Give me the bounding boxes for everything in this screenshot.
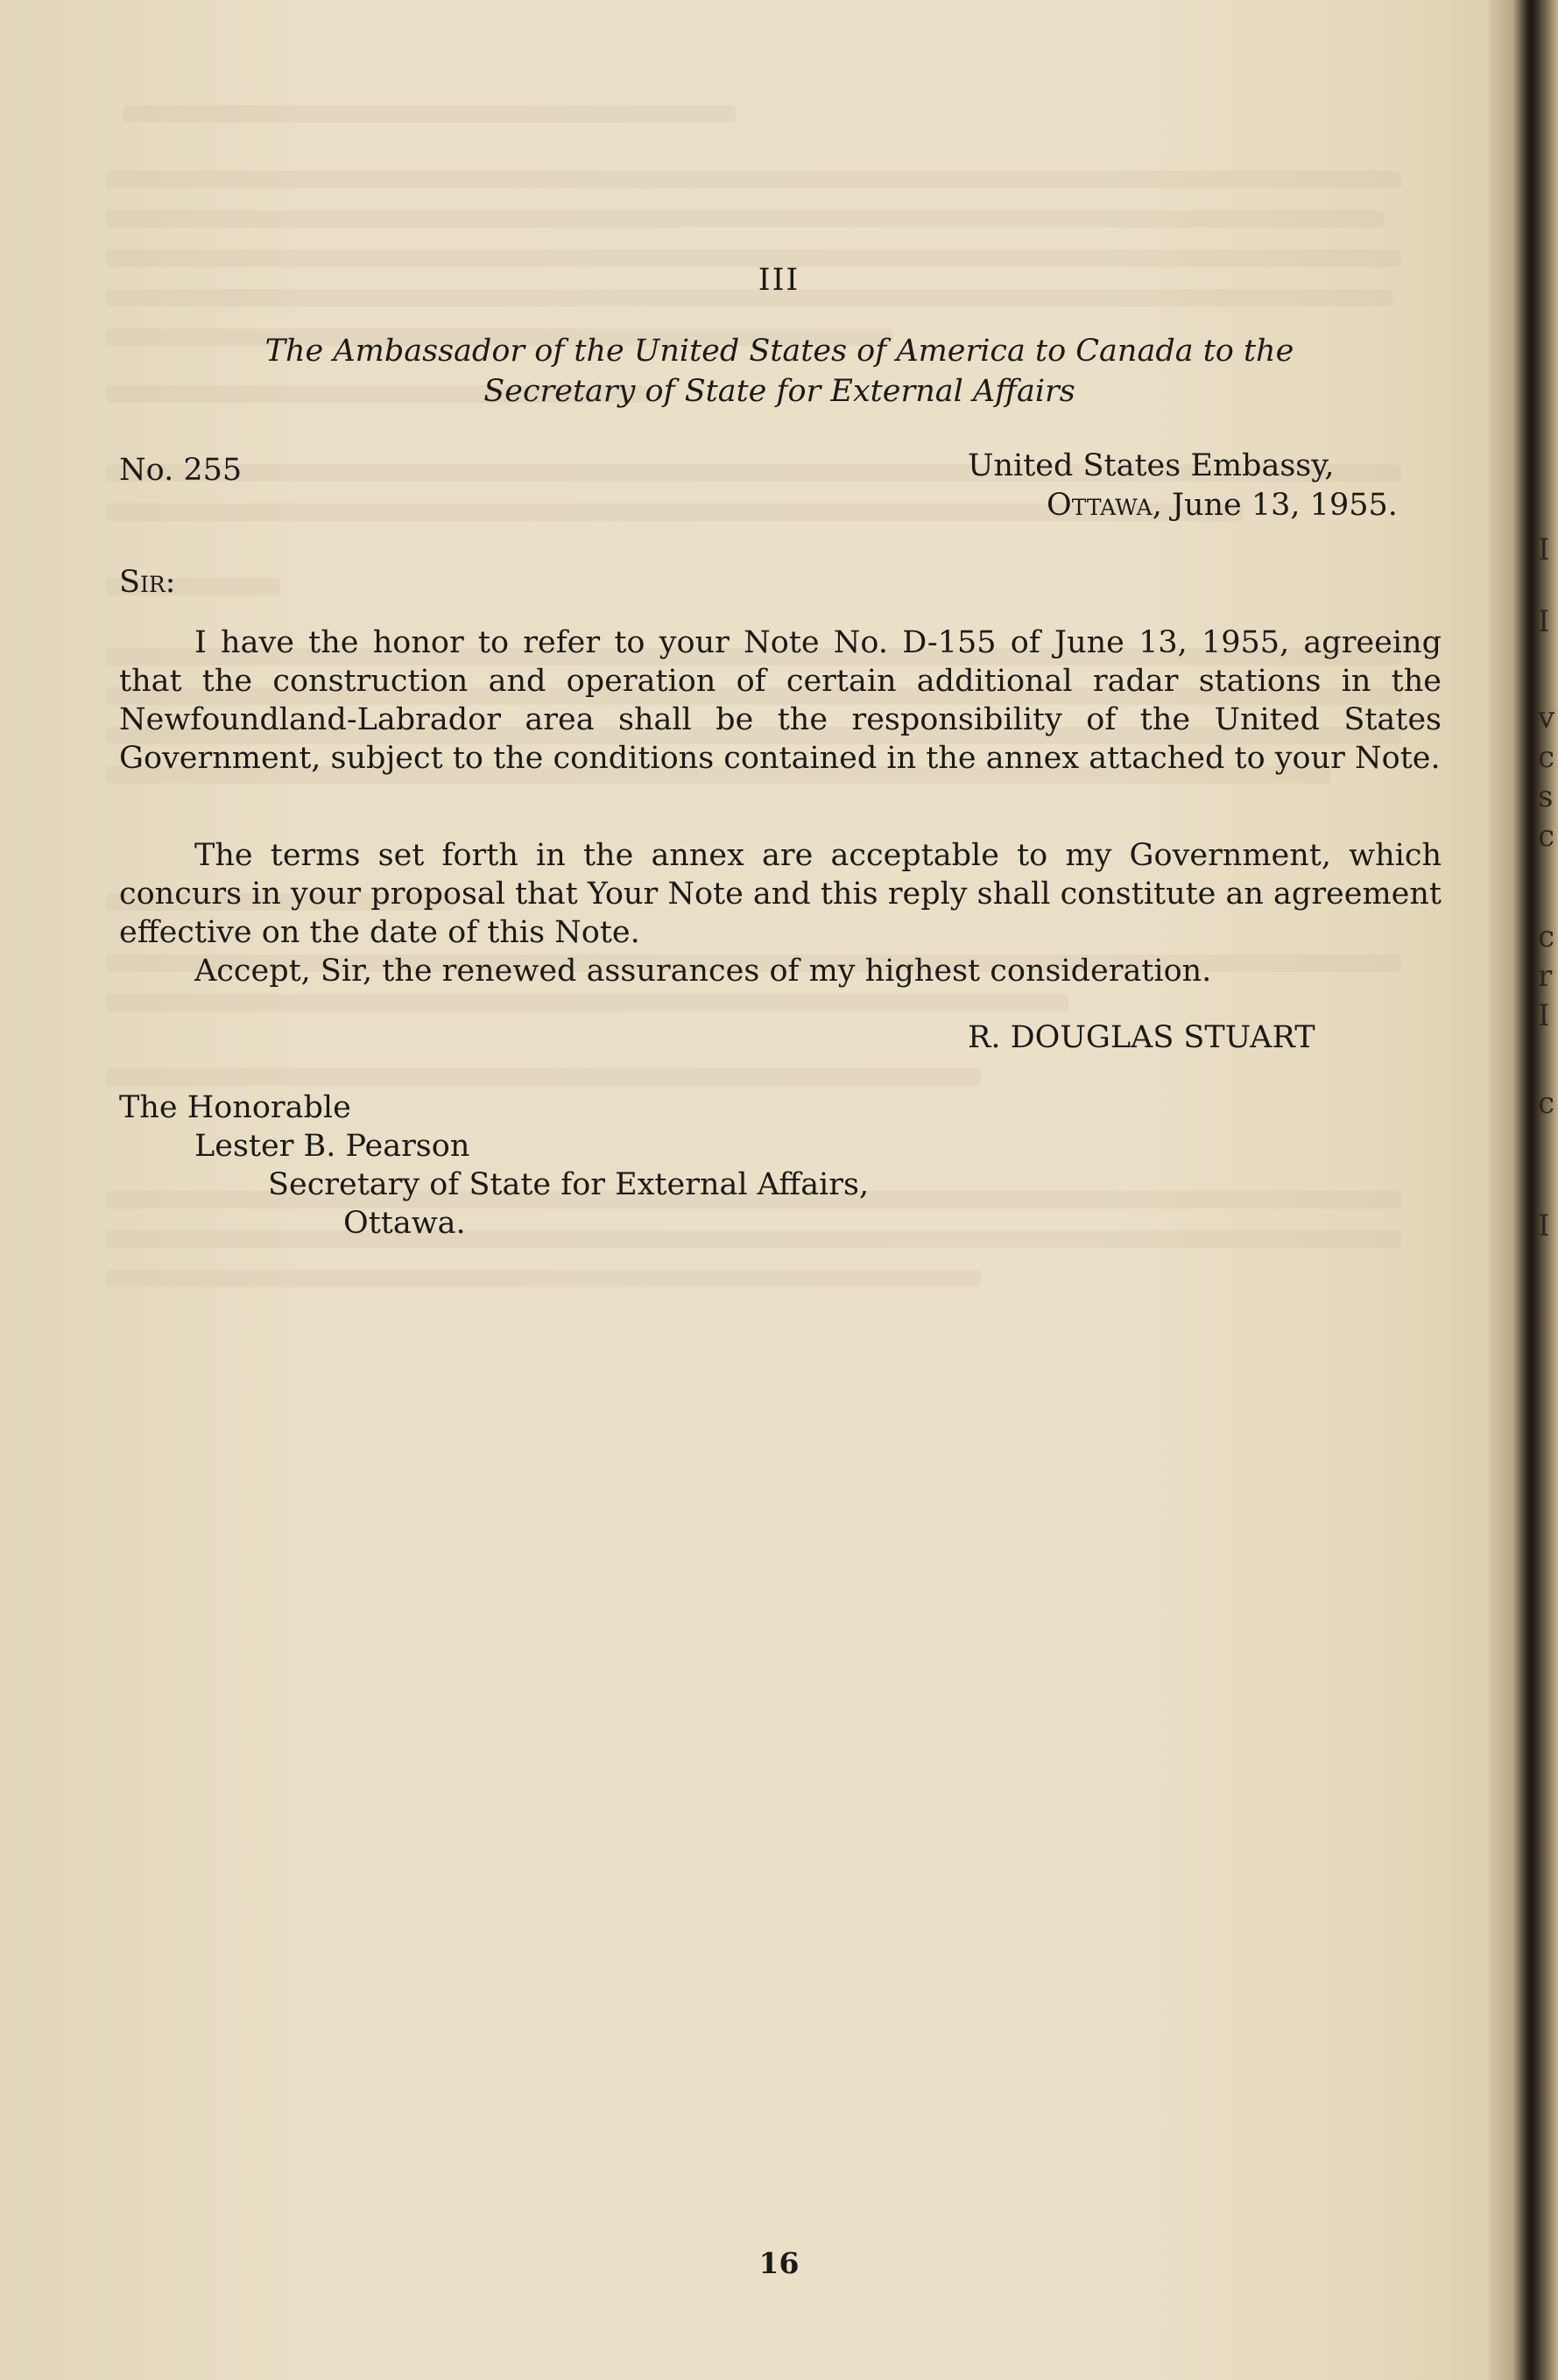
heading-line-2: Secretary of State for External Affairs [483,374,1075,409]
sender-date: , June 13, 1955. [1152,488,1398,523]
edge-letter: r [1538,959,1553,994]
paragraph-1 [119,623,1442,778]
edge-letter: c [1538,740,1555,775]
edge-letter: c [1538,819,1555,854]
signature: R. DOUGLAS STUART [968,1020,1315,1055]
edge-letter: I [1538,532,1550,567]
addressee-line-1: The Honorable [119,1090,351,1125]
adjacent-page-edge [1534,0,1558,2380]
heading-line-1: The Ambassador of the United States of America to Canada to the [264,334,1294,369]
letter-heading [140,331,1419,412]
addressee-line-2: Lester B. Pearson [194,1129,470,1164]
paragraph-3 [119,952,1442,990]
paragraph-2 [119,836,1442,952]
sender-city: Ottawa [1047,488,1153,523]
edge-letter: c [1538,1086,1555,1121]
sender-address-line-2 [1047,488,1398,523]
edge-letter: I [1538,998,1550,1033]
salutation: Sir: [119,565,176,600]
addressee-line-3: Secretary of State for External Affairs, [268,1167,870,1202]
page-number: 16 [758,2246,800,2280]
paragraph-text: Accept, Sir, the renewed assurances of my highest consideration. [194,954,1212,989]
edge-letter: I [1538,604,1550,639]
addressee-line-4: Ottawa. [343,1206,466,1241]
section-number: III [758,263,800,298]
edge-letter: s [1538,779,1554,814]
sender-address-line-1: United States Embassy, [968,448,1335,483]
edge-letter: v [1538,701,1555,736]
note-number: No. 255 [119,453,243,488]
paragraph-text: I have the honor to refer to your Note No. D-155 of June 13, 1955, agreeing that the construction and operation of certain additional radar stations in the Newfoundland-Labrador area shall be the responsibility of the United States Government, subject to the conditions contained in the annex attached to your Note. [119,625,1442,776]
edge-letter: c [1538,919,1555,954]
edge-letter: I [1538,1208,1550,1243]
paragraph-text: The terms set forth in the annex are acceptable to my Government, which concurs in your proposal that Your Note and this reply shall constitute an agreement effective on the date of this Note. [119,838,1442,950]
